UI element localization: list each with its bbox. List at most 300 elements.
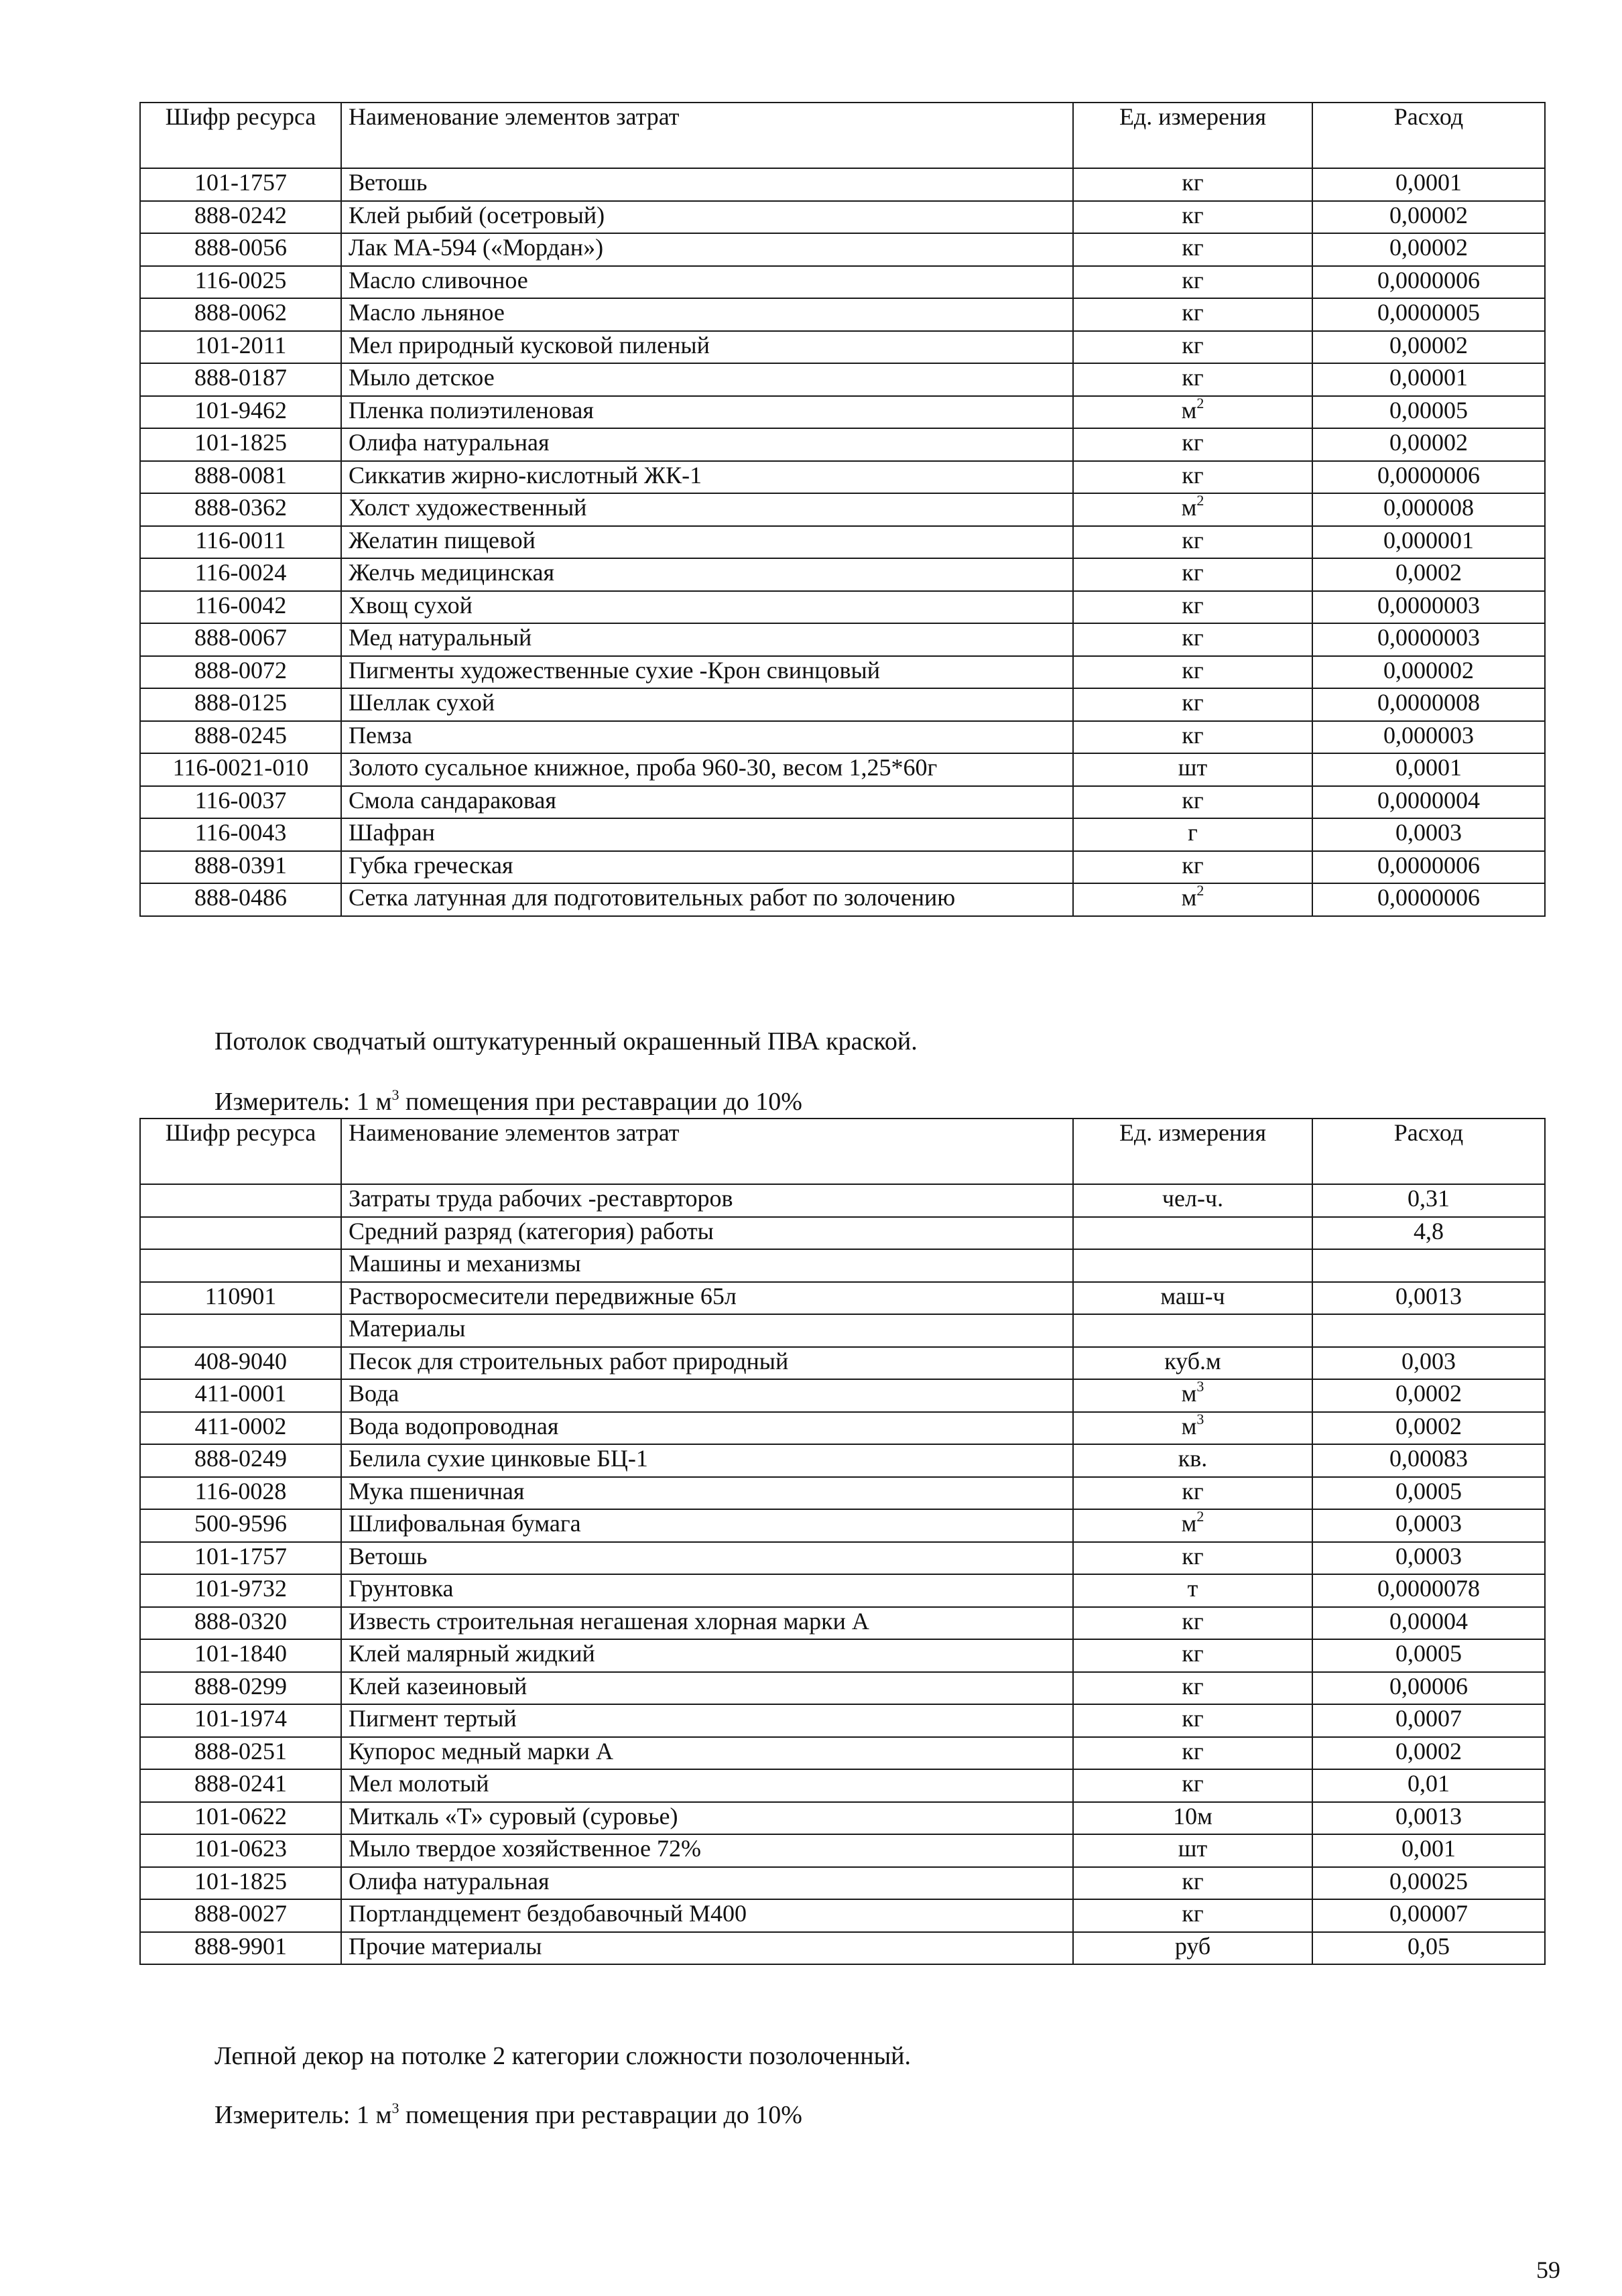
cell-unit xyxy=(1073,688,1312,721)
table-row xyxy=(140,656,1545,689)
cell-unit xyxy=(1073,1412,1312,1445)
section-3-title: Лепной декор на потолке 2 категории сложности позолоченный. xyxy=(214,2042,912,2070)
cell-consumption: 0,00002 xyxy=(1312,428,1545,461)
cell-resource-code: 101-0623 xyxy=(140,1834,341,1867)
unit-text: кв. xyxy=(1178,1445,1208,1472)
cell-consumption: 0,0000005 xyxy=(1312,298,1545,331)
table-row xyxy=(140,331,1545,364)
cell-consumption: 0,0002 xyxy=(1312,1412,1545,1445)
cell-resource-code: 101-9732 xyxy=(140,1574,341,1607)
table-row xyxy=(140,1574,1545,1607)
cell-consumption xyxy=(1312,1249,1545,1282)
cell-unit xyxy=(1073,1932,1312,1965)
cell-resource-code: 888-0249 xyxy=(140,1444,341,1477)
unit-text: кг xyxy=(1182,1672,1204,1700)
cell-consumption: 0,0002 xyxy=(1312,558,1545,591)
cell-resource-code: 101-1825 xyxy=(140,428,341,461)
cell-unit xyxy=(1073,721,1312,754)
cell-resource-code: 888-0062 xyxy=(140,298,341,331)
cell-resource-code xyxy=(140,1217,341,1250)
cell-resource-code: 116-0021-010 xyxy=(140,753,341,786)
header-resource-code: Шифр ресурса xyxy=(140,103,341,168)
cell-consumption: 0,003 xyxy=(1312,1347,1545,1380)
cell-consumption: 0,0000008 xyxy=(1312,688,1545,721)
table-row xyxy=(140,1444,1545,1477)
cell-resource-code: 888-0125 xyxy=(140,688,341,721)
cell-unit xyxy=(1073,331,1312,364)
cell-cost-element: Желчь медицинская xyxy=(341,558,1073,591)
unit-text: м xyxy=(1181,1380,1197,1407)
cell-unit xyxy=(1073,1314,1312,1347)
cell-resource-code xyxy=(140,1184,341,1217)
cell-unit xyxy=(1073,656,1312,689)
cell-resource-code: 888-0027 xyxy=(140,1899,341,1932)
cell-consumption: 0,0013 xyxy=(1312,1802,1545,1835)
table-row xyxy=(140,1607,1545,1640)
cell-cost-element: Шлифовальная бумага xyxy=(341,1509,1073,1542)
header-consumption: Расход xyxy=(1312,1119,1545,1184)
table-row xyxy=(140,526,1545,559)
cell-consumption: 0,0003 xyxy=(1312,1509,1545,1542)
cell-cost-element: Средний разряд (категория) работы xyxy=(341,1217,1073,1250)
unit-exponent: 2 xyxy=(1196,394,1204,411)
cell-unit xyxy=(1073,753,1312,786)
cell-consumption: 0,01 xyxy=(1312,1769,1545,1802)
table-row xyxy=(140,168,1545,201)
cell-resource-code: 888-0242 xyxy=(140,201,341,234)
cell-cost-element: Известь строительная негашеная хлорная марки А xyxy=(341,1607,1073,1640)
cell-unit xyxy=(1073,1867,1312,1900)
cell-unit xyxy=(1073,298,1312,331)
unit-text: руб xyxy=(1174,1932,1211,1960)
cell-consumption: 0,000001 xyxy=(1312,526,1545,559)
header-cost-element: Наименование элементов затрат xyxy=(341,103,1073,168)
cell-cost-element: Мед натуральный xyxy=(341,623,1073,656)
cell-consumption xyxy=(1312,1314,1545,1347)
cell-resource-code: 116-0011 xyxy=(140,526,341,559)
unit-text: кг xyxy=(1182,1705,1204,1732)
unit-exponent: 2 xyxy=(1196,492,1204,509)
cell-cost-element: Клей рыбий (осетровый) xyxy=(341,201,1073,234)
table-row xyxy=(140,1704,1545,1737)
unit-text: кг xyxy=(1182,851,1204,879)
unit-text: кг xyxy=(1182,559,1204,586)
table-row xyxy=(140,558,1545,591)
cell-cost-element: Вода xyxy=(341,1379,1073,1412)
cell-unit xyxy=(1073,851,1312,884)
table-row xyxy=(140,1737,1545,1770)
cell-consumption: 0,0003 xyxy=(1312,1542,1545,1575)
unit-text: м xyxy=(1181,494,1197,521)
cell-consumption: 0,00083 xyxy=(1312,1444,1545,1477)
table-row xyxy=(140,1184,1545,1217)
cell-cost-element: Ветошь xyxy=(341,168,1073,201)
header-unit: Ед. измерения xyxy=(1073,103,1312,168)
meter-text-rest: помещения при реставрации до 10% xyxy=(399,2101,802,2129)
cell-consumption: 0,00002 xyxy=(1312,331,1545,364)
table-row xyxy=(140,1639,1545,1672)
cell-consumption: 0,001 xyxy=(1312,1834,1545,1867)
unit-text: кг xyxy=(1182,266,1204,294)
table-header-row xyxy=(140,1119,1545,1184)
cell-unit xyxy=(1073,1477,1312,1510)
cell-unit xyxy=(1073,363,1312,396)
cell-unit xyxy=(1073,201,1312,234)
cell-cost-element: Смола сандараковая xyxy=(341,786,1073,819)
cell-cost-element: Масло сливочное xyxy=(341,266,1073,299)
cell-unit xyxy=(1073,1249,1312,1282)
table-row xyxy=(140,1509,1545,1542)
cell-unit xyxy=(1073,1802,1312,1835)
cell-cost-element: Портландцемент бездобавочный М400 xyxy=(341,1899,1073,1932)
cell-cost-element: Желатин пищевой xyxy=(341,526,1073,559)
cell-resource-code: 101-1974 xyxy=(140,1704,341,1737)
cell-resource-code: 101-0622 xyxy=(140,1802,341,1835)
cell-consumption: 0,0002 xyxy=(1312,1379,1545,1412)
table-row xyxy=(140,688,1545,721)
cell-cost-element: Песок для строительных работ природный xyxy=(341,1347,1073,1380)
unit-text: кг xyxy=(1182,1867,1204,1895)
cell-resource-code: 888-0072 xyxy=(140,656,341,689)
cell-resource-code: 888-0486 xyxy=(140,883,341,916)
cell-cost-element: Материалы xyxy=(341,1314,1073,1347)
cell-unit xyxy=(1073,591,1312,624)
table-row xyxy=(140,883,1545,916)
meter-exponent: 3 xyxy=(391,2100,399,2116)
cell-consumption: 0,0007 xyxy=(1312,1704,1545,1737)
table-row xyxy=(140,396,1545,429)
cell-resource-code: 116-0025 xyxy=(140,266,341,299)
cell-consumption: 0,0000003 xyxy=(1312,623,1545,656)
cell-resource-code xyxy=(140,1314,341,1347)
unit-text: кг xyxy=(1182,624,1204,651)
cell-consumption: 0,00001 xyxy=(1312,363,1545,396)
cell-resource-code: 888-0056 xyxy=(140,233,341,266)
cell-cost-element: Шафран xyxy=(341,818,1073,851)
unit-text: г xyxy=(1188,819,1198,846)
cell-unit xyxy=(1073,396,1312,429)
cell-unit xyxy=(1073,461,1312,494)
cell-consumption: 0,31 xyxy=(1312,1184,1545,1217)
cell-consumption: 0,00005 xyxy=(1312,396,1545,429)
cell-consumption: 0,00006 xyxy=(1312,1672,1545,1705)
unit-text: м xyxy=(1181,1412,1197,1440)
cell-resource-code: 101-1757 xyxy=(140,168,341,201)
cell-unit xyxy=(1073,266,1312,299)
unit-text: кг xyxy=(1182,591,1204,619)
table-row xyxy=(140,1672,1545,1705)
unit-text: кг xyxy=(1182,689,1204,716)
cell-resource-code: 116-0042 xyxy=(140,591,341,624)
table-row xyxy=(140,428,1545,461)
table-row xyxy=(140,461,1545,494)
unit-text: кг xyxy=(1182,364,1204,391)
meter-exponent: 3 xyxy=(391,1086,399,1103)
cell-resource-code: 116-0024 xyxy=(140,558,341,591)
cell-unit xyxy=(1073,1379,1312,1412)
cell-cost-element: Губка греческая xyxy=(341,851,1073,884)
cell-resource-code: 500-9596 xyxy=(140,1509,341,1542)
cell-consumption: 0,00002 xyxy=(1312,201,1545,234)
table-row xyxy=(140,1412,1545,1445)
unit-text: кг xyxy=(1182,1607,1204,1635)
unit-exponent: 2 xyxy=(1196,882,1204,899)
cell-consumption: 0,0003 xyxy=(1312,818,1545,851)
cell-consumption: 0,000002 xyxy=(1312,656,1545,689)
cell-unit xyxy=(1073,1899,1312,1932)
cell-unit xyxy=(1073,623,1312,656)
cell-unit xyxy=(1073,1444,1312,1477)
cell-unit xyxy=(1073,1672,1312,1705)
cell-unit xyxy=(1073,168,1312,201)
cell-resource-code: 101-2011 xyxy=(140,331,341,364)
cell-cost-element: Вода водопроводная xyxy=(341,1412,1073,1445)
cell-resource-code: 116-0037 xyxy=(140,786,341,819)
cell-consumption: 0,05 xyxy=(1312,1932,1545,1965)
header-resource-code: Шифр ресурса xyxy=(140,1119,341,1184)
table-row xyxy=(140,1217,1545,1250)
cell-unit xyxy=(1073,818,1312,851)
unit-text: шт xyxy=(1178,754,1208,781)
cell-consumption: 4,8 xyxy=(1312,1217,1545,1250)
table-row xyxy=(140,298,1545,331)
cell-unit xyxy=(1073,1834,1312,1867)
cell-resource-code: 101-1757 xyxy=(140,1542,341,1575)
cell-resource-code: 888-0299 xyxy=(140,1672,341,1705)
meter-text-rest: помещения при реставрации до 10% xyxy=(399,1088,802,1116)
table-row xyxy=(140,786,1545,819)
cell-consumption: 0,00025 xyxy=(1312,1867,1545,1900)
cell-unit xyxy=(1073,1217,1312,1250)
cell-cost-element: Грунтовка xyxy=(341,1574,1073,1607)
table-row xyxy=(140,266,1545,299)
meter-text: Измеритель: 1 м xyxy=(214,1088,392,1116)
cell-cost-element: Олифа натуральная xyxy=(341,428,1073,461)
cell-cost-element: Купорос медный марки А xyxy=(341,1737,1073,1770)
cell-consumption: 0,0000006 xyxy=(1312,851,1545,884)
unit-text: кг xyxy=(1182,1477,1204,1505)
table-row xyxy=(140,753,1545,786)
cell-cost-element: Растворосмесители передвижные 65л xyxy=(341,1282,1073,1315)
cell-cost-element: Машины и механизмы xyxy=(341,1249,1073,1282)
cell-cost-element: Пигменты художественные сухие -Крон свинцовый xyxy=(341,656,1073,689)
cell-consumption: 0,0000006 xyxy=(1312,461,1545,494)
table-row xyxy=(140,1932,1545,1965)
table-row xyxy=(140,851,1545,884)
meter-text: Измеритель: 1 м xyxy=(214,2101,392,2129)
unit-text: кг xyxy=(1182,201,1204,229)
cell-consumption: 0,00002 xyxy=(1312,233,1545,266)
table-row xyxy=(140,1477,1545,1510)
cell-unit xyxy=(1073,1184,1312,1217)
cell-resource-code xyxy=(140,1249,341,1282)
unit-text: кг xyxy=(1182,1640,1204,1667)
cell-consumption: 0,00007 xyxy=(1312,1899,1545,1932)
table-row xyxy=(140,363,1545,396)
cell-unit xyxy=(1073,1542,1312,1575)
cell-unit xyxy=(1073,1639,1312,1672)
cell-unit xyxy=(1073,1769,1312,1802)
unit-exponent: 2 xyxy=(1196,1508,1204,1525)
cell-unit xyxy=(1073,1509,1312,1542)
table-row xyxy=(140,1834,1545,1867)
unit-text: м xyxy=(1181,396,1197,424)
cell-consumption: 0,0001 xyxy=(1312,168,1545,201)
cell-resource-code: 888-0362 xyxy=(140,493,341,526)
table-row xyxy=(140,1769,1545,1802)
unit-text: м xyxy=(1181,1510,1197,1537)
unit-text: кг xyxy=(1182,1542,1204,1570)
cell-resource-code: 408-9040 xyxy=(140,1347,341,1380)
cell-resource-code: 116-0028 xyxy=(140,1477,341,1510)
cell-consumption: 0,0000078 xyxy=(1312,1574,1545,1607)
cell-resource-code: 888-0320 xyxy=(140,1607,341,1640)
cell-unit xyxy=(1073,233,1312,266)
cell-cost-element: Миткаль «Т» суровый (суровье) xyxy=(341,1802,1073,1835)
cell-resource-code: 888-0241 xyxy=(140,1769,341,1802)
cell-cost-element: Мел молотый xyxy=(341,1769,1073,1802)
table-row xyxy=(140,493,1545,526)
unit-text: чел-ч. xyxy=(1162,1185,1224,1212)
cell-cost-element: Мыло детское xyxy=(341,363,1073,396)
cell-consumption: 0,0005 xyxy=(1312,1477,1545,1510)
table-row xyxy=(140,623,1545,656)
section-3-meter xyxy=(214,2100,802,2130)
cell-resource-code: 888-0391 xyxy=(140,851,341,884)
cell-resource-code: 888-9901 xyxy=(140,1932,341,1965)
resource-table-1 xyxy=(139,102,1546,917)
table-row xyxy=(140,1379,1545,1412)
unit-text: кг xyxy=(1182,656,1204,684)
cell-cost-element: Затраты труда рабочих -реставрторов xyxy=(341,1184,1073,1217)
header-unit: Ед. измерения xyxy=(1073,1119,1312,1184)
cell-unit xyxy=(1073,1347,1312,1380)
cell-resource-code: 888-0081 xyxy=(140,461,341,494)
unit-exponent: 3 xyxy=(1196,1378,1204,1395)
unit-exponent: 3 xyxy=(1196,1410,1204,1427)
cell-resource-code: 888-0245 xyxy=(140,721,341,754)
cell-cost-element: Сиккатив жирно-кислотный ЖК-1 xyxy=(341,461,1073,494)
unit-text: кг xyxy=(1182,1900,1204,1927)
table-row xyxy=(140,1899,1545,1932)
cell-cost-element: Золото сусальное книжное, проба 960-30, весом 1,25*60г xyxy=(341,753,1073,786)
unit-text: кг xyxy=(1182,1737,1204,1765)
cell-consumption: 0,0000003 xyxy=(1312,591,1545,624)
cell-unit xyxy=(1073,558,1312,591)
cell-cost-element: Олифа натуральная xyxy=(341,1867,1073,1900)
cell-unit xyxy=(1073,883,1312,916)
unit-text: кг xyxy=(1182,299,1204,326)
cell-cost-element: Хвощ сухой xyxy=(341,591,1073,624)
cell-consumption: 0,00004 xyxy=(1312,1607,1545,1640)
cell-consumption: 0,000008 xyxy=(1312,493,1545,526)
table-row xyxy=(140,1802,1545,1835)
cell-unit xyxy=(1073,493,1312,526)
cell-consumption: 0,0000006 xyxy=(1312,266,1545,299)
cell-cost-element: Холст художественный xyxy=(341,493,1073,526)
cell-cost-element: Пемза xyxy=(341,721,1073,754)
unit-text: 10м xyxy=(1173,1802,1212,1830)
unit-text: м xyxy=(1181,884,1197,911)
table-header-row xyxy=(140,103,1545,168)
table-row xyxy=(140,818,1545,851)
table-row xyxy=(140,1282,1545,1315)
cell-consumption: 0,0002 xyxy=(1312,1737,1545,1770)
cell-consumption: 0,0013 xyxy=(1312,1282,1545,1315)
unit-text: кг xyxy=(1182,526,1204,554)
cell-unit xyxy=(1073,786,1312,819)
cell-consumption: 0,0001 xyxy=(1312,753,1545,786)
unit-text: кг xyxy=(1182,331,1204,359)
header-cost-element: Наименование элементов затрат xyxy=(341,1119,1073,1184)
cell-unit xyxy=(1073,428,1312,461)
table-row xyxy=(140,591,1545,624)
cell-resource-code: 116-0043 xyxy=(140,818,341,851)
unit-text: кг xyxy=(1182,1770,1204,1797)
cell-unit xyxy=(1073,1737,1312,1770)
cell-cost-element: Мыло твердое хозяйственное 72% xyxy=(341,1834,1073,1867)
table-row xyxy=(140,1542,1545,1575)
cell-unit xyxy=(1073,526,1312,559)
cell-resource-code: 101-1840 xyxy=(140,1639,341,1672)
cell-cost-element: Клей казеиновый xyxy=(341,1672,1073,1705)
cell-resource-code: 411-0001 xyxy=(140,1379,341,1412)
unit-text: кг xyxy=(1182,169,1204,196)
cell-cost-element: Ветошь xyxy=(341,1542,1073,1575)
unit-text: куб.м xyxy=(1164,1347,1221,1375)
table-row xyxy=(140,1249,1545,1282)
unit-text: т xyxy=(1187,1575,1198,1602)
cell-cost-element: Клей малярный жидкий xyxy=(341,1639,1073,1672)
cell-resource-code: 411-0002 xyxy=(140,1412,341,1445)
cell-resource-code: 888-0187 xyxy=(140,363,341,396)
unit-text: маш-ч xyxy=(1160,1282,1225,1310)
cell-resource-code: 888-0067 xyxy=(140,623,341,656)
cell-resource-code: 101-9462 xyxy=(140,396,341,429)
unit-text: кг xyxy=(1182,461,1204,489)
cell-resource-code: 110901 xyxy=(140,1282,341,1315)
cell-consumption: 0,0000004 xyxy=(1312,786,1545,819)
cell-cost-element: Масло льняное xyxy=(341,298,1073,331)
cell-unit xyxy=(1073,1704,1312,1737)
unit-text: кг xyxy=(1182,429,1204,456)
cell-cost-element: Мука пшеничная xyxy=(341,1477,1073,1510)
cell-unit xyxy=(1073,1607,1312,1640)
cell-cost-element: Пленка полиэтиленовая xyxy=(341,396,1073,429)
cell-cost-element: Шеллак сухой xyxy=(341,688,1073,721)
table-row xyxy=(140,1314,1545,1347)
cell-cost-element: Белила сухие цинковые БЦ-1 xyxy=(341,1444,1073,1477)
cell-consumption: 0,000003 xyxy=(1312,721,1545,754)
cell-unit xyxy=(1073,1574,1312,1607)
cell-unit xyxy=(1073,1282,1312,1315)
cell-cost-element: Мел природный кусковой пиленый xyxy=(341,331,1073,364)
table-row xyxy=(140,201,1545,234)
section-2-meter xyxy=(214,1087,802,1117)
unit-text: шт xyxy=(1178,1835,1208,1862)
cell-cost-element: Лак МА-594 («Мордан») xyxy=(341,233,1073,266)
header-consumption: Расход xyxy=(1312,103,1545,168)
table-row xyxy=(140,233,1545,266)
unit-text: кг xyxy=(1182,786,1204,814)
cell-consumption: 0,0000006 xyxy=(1312,883,1545,916)
cell-cost-element: Сетка латунная для подготовительных работ по золочению xyxy=(341,883,1073,916)
table-row xyxy=(140,721,1545,754)
table-row xyxy=(140,1347,1545,1380)
unit-text: кг xyxy=(1182,234,1204,261)
cell-resource-code: 101-1825 xyxy=(140,1867,341,1900)
unit-text: кг xyxy=(1182,721,1204,749)
